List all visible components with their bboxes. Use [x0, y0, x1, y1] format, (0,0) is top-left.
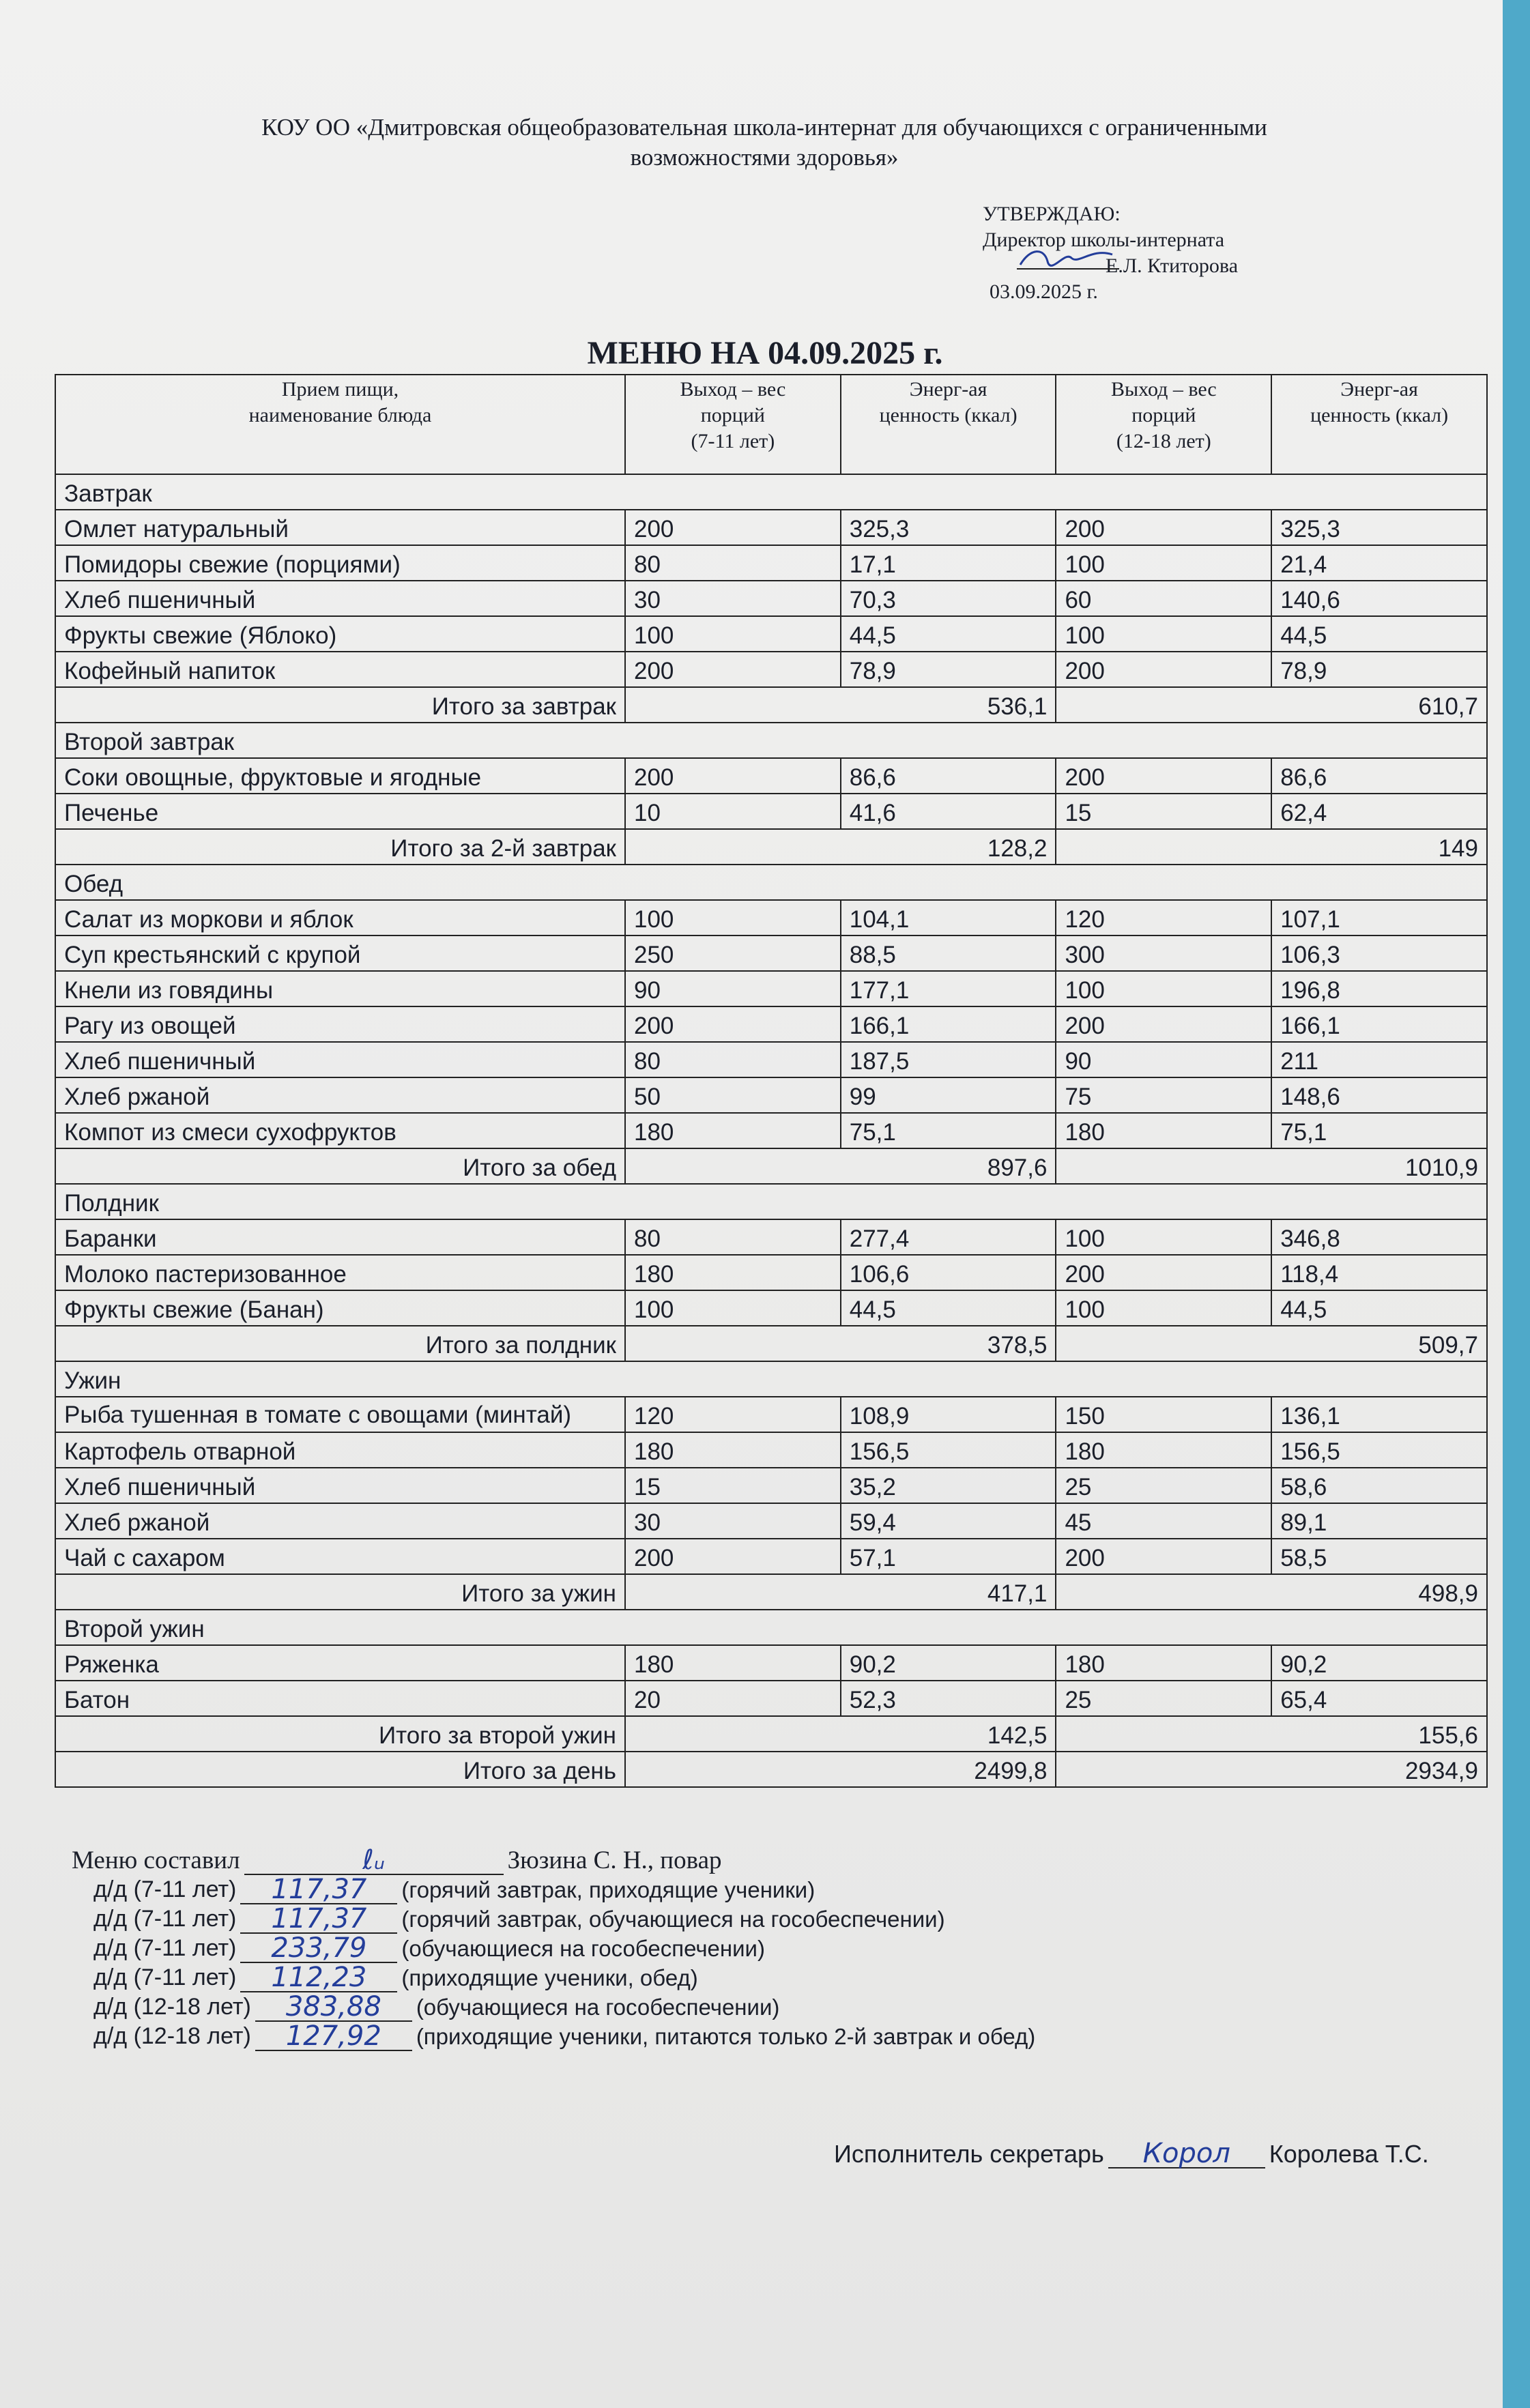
cost-line-value: 233,79: [240, 1934, 397, 1963]
cost-line-note: (обучающиеся на гособеспечении): [401, 1936, 765, 1961]
kcal-12-18: 106,3: [1271, 935, 1487, 971]
table-row: [55, 1042, 1487, 1077]
out-7-11: 180: [625, 1113, 841, 1148]
table-row: [55, 758, 1487, 794]
out-12-18: 90: [1056, 1042, 1271, 1077]
out-7-11: 15: [625, 1468, 841, 1503]
out-7-11: 100: [625, 900, 841, 935]
out-7-11: 100: [625, 1290, 841, 1326]
total-row: [55, 1574, 1487, 1610]
out-12-18: 180: [1056, 1113, 1271, 1148]
out-7-11: 20: [625, 1681, 841, 1716]
dish-name: Батон: [55, 1681, 625, 1716]
out-12-18: 100: [1056, 1290, 1271, 1326]
out-7-11: 10: [625, 794, 841, 829]
dish-name: Хлеб пшеничный: [55, 1468, 625, 1503]
cost-line-note: (горячий завтрак, приходящие ученики): [401, 1877, 815, 1902]
kcal-7-11: 99: [841, 1077, 1056, 1113]
out-7-11: 80: [625, 1219, 841, 1255]
col-kcal-12-18: Энерг-ая ценность (ккал): [1271, 375, 1487, 474]
out-7-11: 80: [625, 545, 841, 581]
out-7-11: 200: [625, 758, 841, 794]
total-12-18: 610,7: [1056, 687, 1487, 723]
kcal-7-11: 104,1: [841, 900, 1056, 935]
table-row: [55, 652, 1487, 687]
cost-line-value: 117,37: [240, 1876, 397, 1904]
out-12-18: 60: [1056, 581, 1271, 616]
total-12-18: 509,7: [1056, 1326, 1487, 1361]
dish-name: Хлеб ржаной: [55, 1503, 625, 1539]
day-total-12-18: 2934,9: [1056, 1752, 1487, 1787]
kcal-12-18: 118,4: [1271, 1255, 1487, 1290]
approve-date: 03.09.2025 г.: [990, 280, 1098, 303]
approve-name: Е.Л. Ктиторова: [1106, 255, 1239, 277]
out-12-18: 200: [1056, 758, 1271, 794]
total-label: Итого за завтрак: [55, 687, 625, 723]
kcal-7-11: 325,3: [841, 510, 1056, 545]
section-name: Ужин: [55, 1361, 1487, 1397]
out-12-18: 25: [1056, 1468, 1271, 1503]
total-12-18: 155,6: [1056, 1716, 1487, 1752]
col-out-7-11: Выход – вес порций (7-11 лет): [625, 375, 841, 474]
out-7-11: 180: [625, 1432, 841, 1468]
kcal-12-18: 136,1: [1271, 1397, 1487, 1432]
out-12-18: 300: [1056, 935, 1271, 971]
total-7-11: 142,5: [625, 1716, 1056, 1752]
kcal-12-18: 325,3: [1271, 510, 1487, 545]
col-out-12-18: Выход – вес порций (12-18 лет): [1056, 375, 1271, 474]
kcal-7-11: 44,5: [841, 616, 1056, 652]
kcal-7-11: 44,5: [841, 1290, 1056, 1326]
kcal-7-11: 108,9: [841, 1397, 1056, 1432]
total-12-18: 149: [1056, 829, 1487, 865]
out-7-11: 200: [625, 1539, 841, 1574]
cost-line-value: 117,37: [240, 1905, 397, 1934]
kcal-7-11: 52,3: [841, 1681, 1056, 1716]
cost-lines: [72, 1875, 1035, 2051]
cost-line-value: 383,88: [255, 1993, 412, 2022]
total-7-11: 417,1: [625, 1574, 1056, 1610]
out-7-11: 200: [625, 1006, 841, 1042]
table-row: [55, 616, 1487, 652]
dish-name: Рыба тушенная в томате с овощами (минтай): [55, 1397, 625, 1432]
total-7-11: 378,5: [625, 1326, 1056, 1361]
kcal-7-11: 35,2: [841, 1468, 1056, 1503]
day-total-label: Итого за день: [55, 1752, 625, 1787]
out-12-18: 180: [1056, 1645, 1271, 1681]
section-row: [55, 474, 1487, 510]
col-dish: Прием пищи, наименование блюда: [55, 375, 625, 474]
kcal-7-11: 17,1: [841, 545, 1056, 581]
total-row: [55, 829, 1487, 865]
dish-name: Хлеб пшеничный: [55, 1042, 625, 1077]
kcal-12-18: 346,8: [1271, 1219, 1487, 1255]
out-12-18: 200: [1056, 1006, 1271, 1042]
footer: [72, 1846, 1035, 2051]
kcal-7-11: 59,4: [841, 1503, 1056, 1539]
table-row: [55, 1432, 1487, 1468]
total-label: Итого за 2-й завтрак: [55, 829, 625, 865]
out-7-11: 250: [625, 935, 841, 971]
kcal-7-11: 75,1: [841, 1113, 1056, 1148]
cost-line: [72, 1875, 1035, 1904]
out-12-18: 75: [1056, 1077, 1271, 1113]
cost-line-prefix: д/д (7-11 лет): [93, 1906, 237, 1932]
kcal-7-11: 86,6: [841, 758, 1056, 794]
kcal-12-18: 65,4: [1271, 1681, 1487, 1716]
dish-name: Ряженка: [55, 1645, 625, 1681]
kcal-7-11: 57,1: [841, 1539, 1056, 1574]
kcal-7-11: 41,6: [841, 794, 1056, 829]
kcal-12-18: 21,4: [1271, 545, 1487, 581]
composer-signature: ℓᵤ: [244, 1846, 504, 1875]
table-row: [55, 935, 1487, 971]
organization-header: [102, 113, 1426, 173]
executor-name: Королева Т.С.: [1269, 2140, 1429, 2168]
out-12-18: 100: [1056, 545, 1271, 581]
out-7-11: 80: [625, 1042, 841, 1077]
kcal-12-18: 166,1: [1271, 1006, 1487, 1042]
table-row: [55, 1113, 1487, 1148]
composed-label: Меню составил: [72, 1846, 240, 1874]
dish-name: Кнели из говядины: [55, 971, 625, 1006]
day-total-7-11: 2499,8: [625, 1752, 1056, 1787]
cost-line-prefix: д/д (7-11 лет): [93, 1876, 237, 1902]
kcal-7-11: 78,9: [841, 652, 1056, 687]
kcal-7-11: 106,6: [841, 1255, 1056, 1290]
cost-line-note: (горячий завтрак, обучающиеся на гособеспечении): [401, 1906, 945, 1932]
table-row: [55, 1397, 1487, 1432]
cost-line-note: (приходящие ученики, питаются только 2-й завтрак и обед): [416, 2024, 1036, 2049]
kcal-12-18: 90,2: [1271, 1645, 1487, 1681]
dish-name: Омлет натуральный: [55, 510, 625, 545]
executor-label: Исполнитель секретарь: [834, 2140, 1104, 2168]
section-row: [55, 865, 1487, 900]
approve-role: Директор школы-интерната: [983, 229, 1225, 251]
out-12-18: 15: [1056, 794, 1271, 829]
out-12-18: 200: [1056, 1539, 1271, 1574]
dish-name: Рагу из овощей: [55, 1006, 625, 1042]
kcal-7-11: 277,4: [841, 1219, 1056, 1255]
table-row: [55, 1468, 1487, 1503]
out-7-11: 120: [625, 1397, 841, 1432]
out-7-11: 30: [625, 1503, 841, 1539]
cost-line-prefix: д/д (12-18 лет): [93, 2023, 251, 2049]
kcal-7-11: 70,3: [841, 581, 1056, 616]
table-row: [55, 1645, 1487, 1681]
table-row: [55, 581, 1487, 616]
table-row: [55, 545, 1487, 581]
dish-name: Картофель отварной: [55, 1432, 625, 1468]
cost-line: [72, 1904, 1035, 1934]
table-row: [55, 794, 1487, 829]
section-name: Обед: [55, 865, 1487, 900]
section-name: Полдник: [55, 1184, 1487, 1219]
dish-name: Фрукты свежие (Банан): [55, 1290, 625, 1326]
total-label: Итого за второй ужин: [55, 1716, 625, 1752]
kcal-12-18: 196,8: [1271, 971, 1487, 1006]
section-name: Второй завтрак: [55, 723, 1487, 758]
table-row: [55, 1539, 1487, 1574]
menu-title: МЕНЮ НА 04.09.2025 г.: [587, 335, 943, 371]
dish-name: Кофейный напиток: [55, 652, 625, 687]
total-7-11: 536,1: [625, 687, 1056, 723]
total-7-11: 897,6: [625, 1148, 1056, 1184]
total-row: [55, 687, 1487, 723]
cost-line: [72, 1963, 1035, 1992]
out-7-11: 100: [625, 616, 841, 652]
total-12-18: 498,9: [1056, 1574, 1487, 1610]
dish-name: Помидоры свежие (порциями): [55, 545, 625, 581]
approve-title: УТВЕРЖДАЮ:: [983, 203, 1121, 225]
kcal-12-18: 107,1: [1271, 900, 1487, 935]
table-header-row: [55, 375, 1487, 474]
section-row: [55, 1610, 1487, 1645]
cost-line-note: (обучающиеся на гособеспечении): [416, 1994, 780, 2020]
dish-name: Хлеб ржаной: [55, 1077, 625, 1113]
cost-line-note: (приходящие ученики, обед): [401, 1965, 698, 1990]
table-row: [55, 1290, 1487, 1326]
section-row: [55, 1184, 1487, 1219]
kcal-12-18: 44,5: [1271, 616, 1487, 652]
section-row: [55, 723, 1487, 758]
cost-line-prefix: д/д (12-18 лет): [93, 1994, 251, 2020]
cost-line: [72, 2022, 1035, 2051]
out-12-18: 200: [1056, 510, 1271, 545]
dish-name: Хлеб пшеничный: [55, 581, 625, 616]
total-row: [55, 1326, 1487, 1361]
table-row: [55, 510, 1487, 545]
out-12-18: 200: [1056, 652, 1271, 687]
col-kcal-7-11: Энерг-ая ценность (ккал): [841, 375, 1056, 474]
out-7-11: 180: [625, 1645, 841, 1681]
total-label: Итого за ужин: [55, 1574, 625, 1610]
day-total-row: [55, 1752, 1487, 1787]
menu-body: [55, 474, 1487, 1787]
composed-name: Зюзина С. Н., повар: [507, 1846, 722, 1874]
menu-table: [55, 374, 1488, 1788]
total-row: [55, 1716, 1487, 1752]
kcal-12-18: 62,4: [1271, 794, 1487, 829]
kcal-12-18: 140,6: [1271, 581, 1487, 616]
table-row: [55, 1503, 1487, 1539]
kcal-12-18: 75,1: [1271, 1113, 1487, 1148]
table-row: [55, 971, 1487, 1006]
table-row: [55, 1006, 1487, 1042]
dish-name: Фрукты свежие (Яблоко): [55, 616, 625, 652]
kcal-12-18: 89,1: [1271, 1503, 1487, 1539]
cost-line-prefix: д/д (7-11 лет): [93, 1964, 237, 1990]
out-12-18: 200: [1056, 1255, 1271, 1290]
dish-name: Баранки: [55, 1219, 625, 1255]
dish-name: Соки овощные, фруктовые и ягодные: [55, 758, 625, 794]
section-name: Второй ужин: [55, 1610, 1487, 1645]
out-7-11: 30: [625, 581, 841, 616]
total-row: [55, 1148, 1487, 1184]
kcal-12-18: 86,6: [1271, 758, 1487, 794]
out-7-11: 200: [625, 510, 841, 545]
out-12-18: 100: [1056, 1219, 1271, 1255]
kcal-12-18: 211: [1271, 1042, 1487, 1077]
kcal-12-18: 44,5: [1271, 1290, 1487, 1326]
out-12-18: 150: [1056, 1397, 1271, 1432]
total-12-18: 1010,9: [1056, 1148, 1487, 1184]
kcal-7-11: 187,5: [841, 1042, 1056, 1077]
kcal-12-18: 58,6: [1271, 1468, 1487, 1503]
kcal-12-18: 156,5: [1271, 1432, 1487, 1468]
table-row: [55, 1255, 1487, 1290]
out-12-18: 45: [1056, 1503, 1271, 1539]
dish-name: Компот из смеси сухофруктов: [55, 1113, 625, 1148]
total-label: Итого за полдник: [55, 1326, 625, 1361]
dish-name: Печенье: [55, 794, 625, 829]
cost-line: [72, 1934, 1035, 1963]
kcal-12-18: 58,5: [1271, 1539, 1487, 1574]
org-line-2: возможностями здоровья»: [630, 144, 899, 171]
kcal-7-11: 166,1: [841, 1006, 1056, 1042]
dish-name: Салат из моркови и яблок: [55, 900, 625, 935]
out-7-11: 50: [625, 1077, 841, 1113]
kcal-7-11: 177,1: [841, 971, 1056, 1006]
table-row: [55, 1681, 1487, 1716]
total-label: Итого за обед: [55, 1148, 625, 1184]
out-7-11: 200: [625, 652, 841, 687]
out-7-11: 180: [625, 1255, 841, 1290]
section-row: [55, 1361, 1487, 1397]
out-12-18: 180: [1056, 1432, 1271, 1468]
kcal-7-11: 90,2: [841, 1645, 1056, 1681]
out-12-18: 100: [1056, 971, 1271, 1006]
total-7-11: 128,2: [625, 829, 1056, 865]
org-line-1: КОУ ОО «Дмитровская общеобразовательная школа-интернат для обучающихся с ограниченными: [261, 114, 1267, 141]
dish-name: Молоко пастеризованное: [55, 1255, 625, 1290]
kcal-7-11: 156,5: [841, 1432, 1056, 1468]
composed-row: [72, 1846, 1035, 1875]
dish-name: Суп крестьянский с крупой: [55, 935, 625, 971]
table-row: [55, 900, 1487, 935]
kcal-12-18: 78,9: [1271, 652, 1487, 687]
cost-line: [72, 1992, 1035, 2022]
dish-name: Чай с сахаром: [55, 1539, 625, 1574]
kcal-12-18: 148,6: [1271, 1077, 1487, 1113]
director-signature: [1017, 244, 1119, 272]
executor-row: [834, 2140, 1429, 2168]
section-name: Завтрак: [55, 474, 1487, 510]
out-12-18: 25: [1056, 1681, 1271, 1716]
cost-line-value: 127,92: [255, 2022, 412, 2051]
executor-signature: Корол: [1108, 2140, 1265, 2168]
out-7-11: 90: [625, 971, 841, 1006]
cost-line-prefix: д/д (7-11 лет): [93, 1935, 237, 1961]
table-row: [55, 1077, 1487, 1113]
out-12-18: 100: [1056, 616, 1271, 652]
cost-line-value: 112,23: [240, 1964, 397, 1992]
out-12-18: 120: [1056, 900, 1271, 935]
kcal-7-11: 88,5: [841, 935, 1056, 971]
table-row: [55, 1219, 1487, 1255]
